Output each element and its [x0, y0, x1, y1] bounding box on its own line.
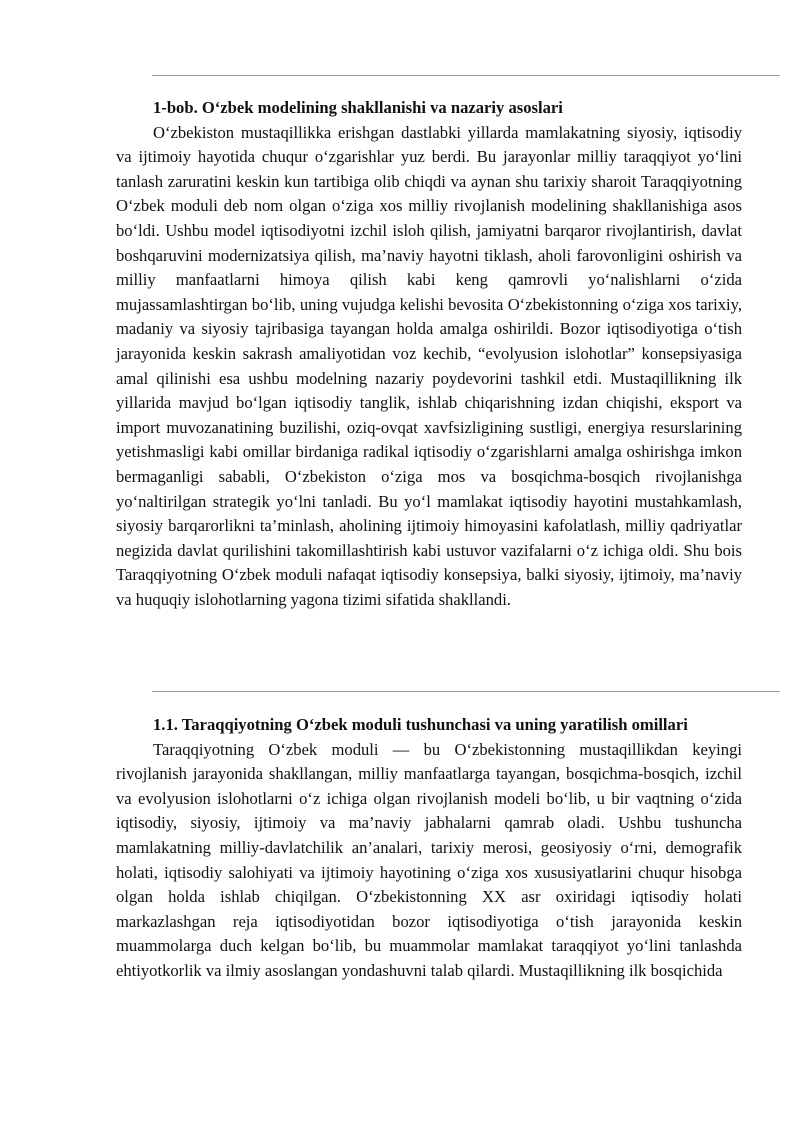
- top-divider: [152, 75, 780, 76]
- subsection: [116, 713, 742, 984]
- section-divider: [152, 691, 780, 692]
- chapter-paragraph: O‘zbekiston mustaqillikka erishgan dastlabki yillarda mamlakatning siyosiy, iqtisodiy va ijtimoiy hayotida chuqur o‘zgarishlar yuz berdi. Bu jarayonlar milliy taraqqiyot yo‘lini tanlash zaruratini keskin kun tartibiga olib chiqdi va aynan shu tarixiy sharoit Taraqqiyotning O‘zbek moduli deb nom olgan o‘ziga xos milliy rivojlanish modelining shakllanishiga asos bo‘ldi. Ushbu model iqtisodiyotni izchil isloh qilish, jamiyatni barqaror rivojlantirish, davlat boshqaruvini modernizatsiya qilish, ma’naviy hayotni tiklash, aholi farovonligini oshirish va milliy manfaatlarni himoya qilish kabi keng qamrovli yo‘nalishlarni o‘zida mujassamlashtirgan bo‘lib, uning vujudga kelishi bevosita O‘zbekistonning o‘ziga xos tarixiy, madaniy va siyosiy tajribasiga tayangan holda amalga oshirildi. Bozor iqtisodiyotiga o‘tish jarayonida keskin sakrash amaliyotidan voz kechib, “evolyusion islohotlar” konsepsiyasiga amal qilinishi esa ushbu modelning nazariy poydevorini tashkil etdi. Mustaqillikning ilk yillarida mavjud bo‘lgan iqtisodiy tanglik, ishlab chiqarishning izdan chiqishi, eksport va import muvozanatining buzilishi, oziq-ovqat xavfsizligining sustligi, energiya resurslarining yetishmasligi kabi omillar birdaniga radikal iqtisodiy o‘zgarishlarni amalga oshirishga imkon bermaganligi sababli, O‘zbekiston o‘ziga mos va bosqichma-bosqich rivojlanishga yo‘naltirilgan strategik yo‘lni tanladi. Bu yo‘l mamlakat iqtisodiy hayotini mustahkamlash, siyosiy barqarorlikni ta’minlash, aholining ijtimoiy himoyasini kafolatlash, milliy qadriyatlar negizida davlat qurilishini takomillashtirish kabi ustuvor vazifalarni o‘z ichiga oldi. Shu bois Taraqqiyotning O‘zbek moduli nafaqat iqtisodiy konsepsiya, balki siyosiy, ijtimoiy, ma’naviy va huquqiy islohotlarning yagona tizimi sifatida shakllandi.: [116, 122, 742, 609]
- subsection-heading: 1.1. Taraqqiyotning O‘zbek moduli tushunchasi va uning yaratilish omillari: [153, 715, 688, 734]
- subsection-paragraph: Taraqqiyotning O‘zbek moduli — bu O‘zbekistonning mustaqillikdan keyingi rivojlanish jarayonida shakllangan, milliy manfaatlarga tayangan, bosqichma-bosqich, izchil va evolyusion islohotlarni o‘z ichiga olgan rivojlanish modeli bo‘lib, u bir vaqtning o‘zida iqtisodiy, siyosiy, ijtimoiy va ma’naviy jabhalarni qamrab oladi. Ushbu tushuncha mamlakatning milliy-davlatchilik an’analari, tarixiy merosi, geosiyosiy o‘rni, demografik holati, iqtisodiy salohiyati va ijtimoiy hayotining o‘ziga xos xususiyatlarini chuqur hisobga olgan holda ishlab chiqilgan. O‘zbekistonning XX asr oxiridagi iqtisodiy holati markazlashgan reja iqtisodiyotidan bozor iqtisodiyotiga o‘tish jarayonida keskin muammolarga duch kelgan bo‘lib, bu muammolar mamlakat taraqqiyot yo‘lini tanlashda ehtiyotkorlik va ilmiy asoslangan yondashuvni talab qilardi. Mustaqillikning ilk bosqichida: [116, 739, 742, 980]
- chapter-section: [116, 96, 742, 612]
- chapter-heading: 1-bob. O‘zbek modelining shakllanishi va nazariy asoslari: [153, 98, 563, 117]
